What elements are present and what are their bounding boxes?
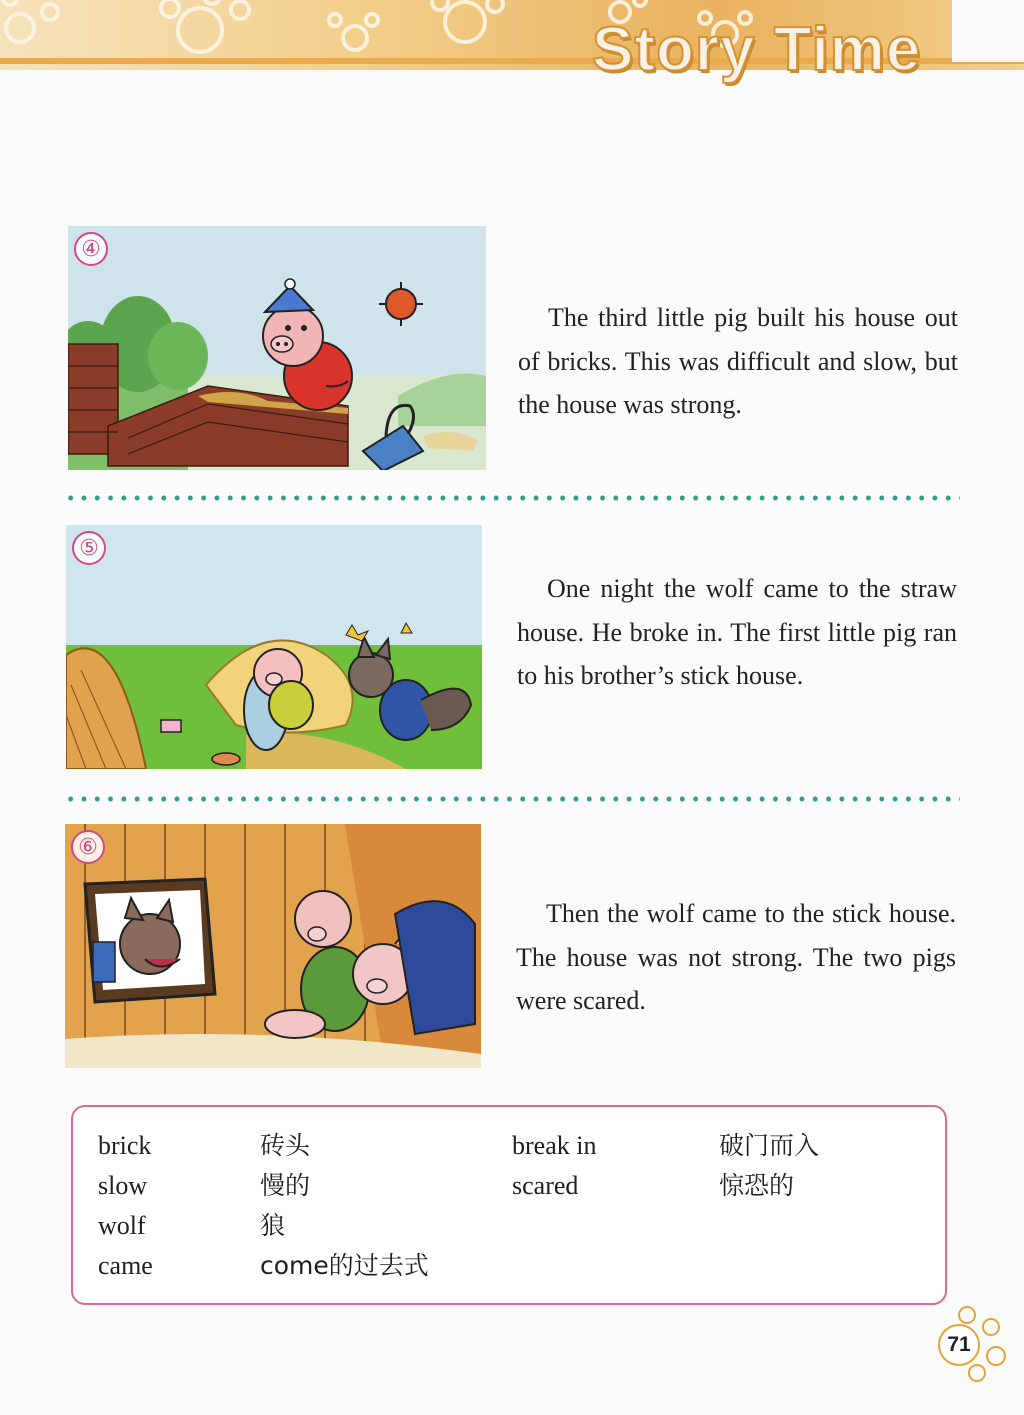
vocab-word: wolf	[98, 1211, 146, 1240]
dotted-divider	[64, 796, 960, 802]
vocab-meaning: 惊恐的	[719, 1171, 795, 1200]
panel-number-5: ⑤	[72, 531, 106, 565]
vocab-word: scared	[512, 1171, 579, 1200]
vocab-word: came	[98, 1251, 153, 1280]
vocab-meaning: 狼	[260, 1211, 286, 1240]
page-number-decoration	[958, 1306, 976, 1324]
story-text-5: One night the wolf came to the straw house. He broke in. The first little pig ran to his brother’s stick house.	[517, 574, 957, 690]
vocab-meaning: 破门而入	[719, 1131, 820, 1160]
vocab-word: break in	[512, 1131, 597, 1160]
story-text-6: Then the wolf came to the stick house. The house was not strong. The two pigs were scared.	[516, 899, 956, 1015]
page-number: 71	[938, 1324, 980, 1366]
vocab-word: slow	[98, 1171, 148, 1200]
illustration-pig-building-brick-house	[68, 226, 486, 470]
vocabulary-box	[71, 1105, 947, 1305]
illustration-wolf-breaks-straw-house	[66, 525, 482, 769]
page-number-decoration	[982, 1318, 1000, 1336]
page-number-decoration	[986, 1346, 1006, 1366]
vocab-meaning: 慢的	[260, 1171, 311, 1200]
page-number-decoration	[968, 1364, 986, 1382]
illustration-wolf-at-stick-house	[65, 824, 481, 1068]
vocab-meaning: 砖头	[260, 1131, 311, 1160]
panel-number-4: ④	[74, 232, 108, 266]
page-title: Story Time	[592, 15, 922, 84]
banner-edge	[952, 0, 1024, 62]
panel-number-6: ⑥	[71, 830, 105, 864]
dotted-divider	[64, 495, 960, 501]
vocab-word: brick	[98, 1131, 152, 1160]
vocab-meaning: come的过去式	[260, 1251, 429, 1280]
story-text-4: The third little pig built his house out of bricks. This was difficult and slow, but the house was strong.	[518, 303, 958, 419]
